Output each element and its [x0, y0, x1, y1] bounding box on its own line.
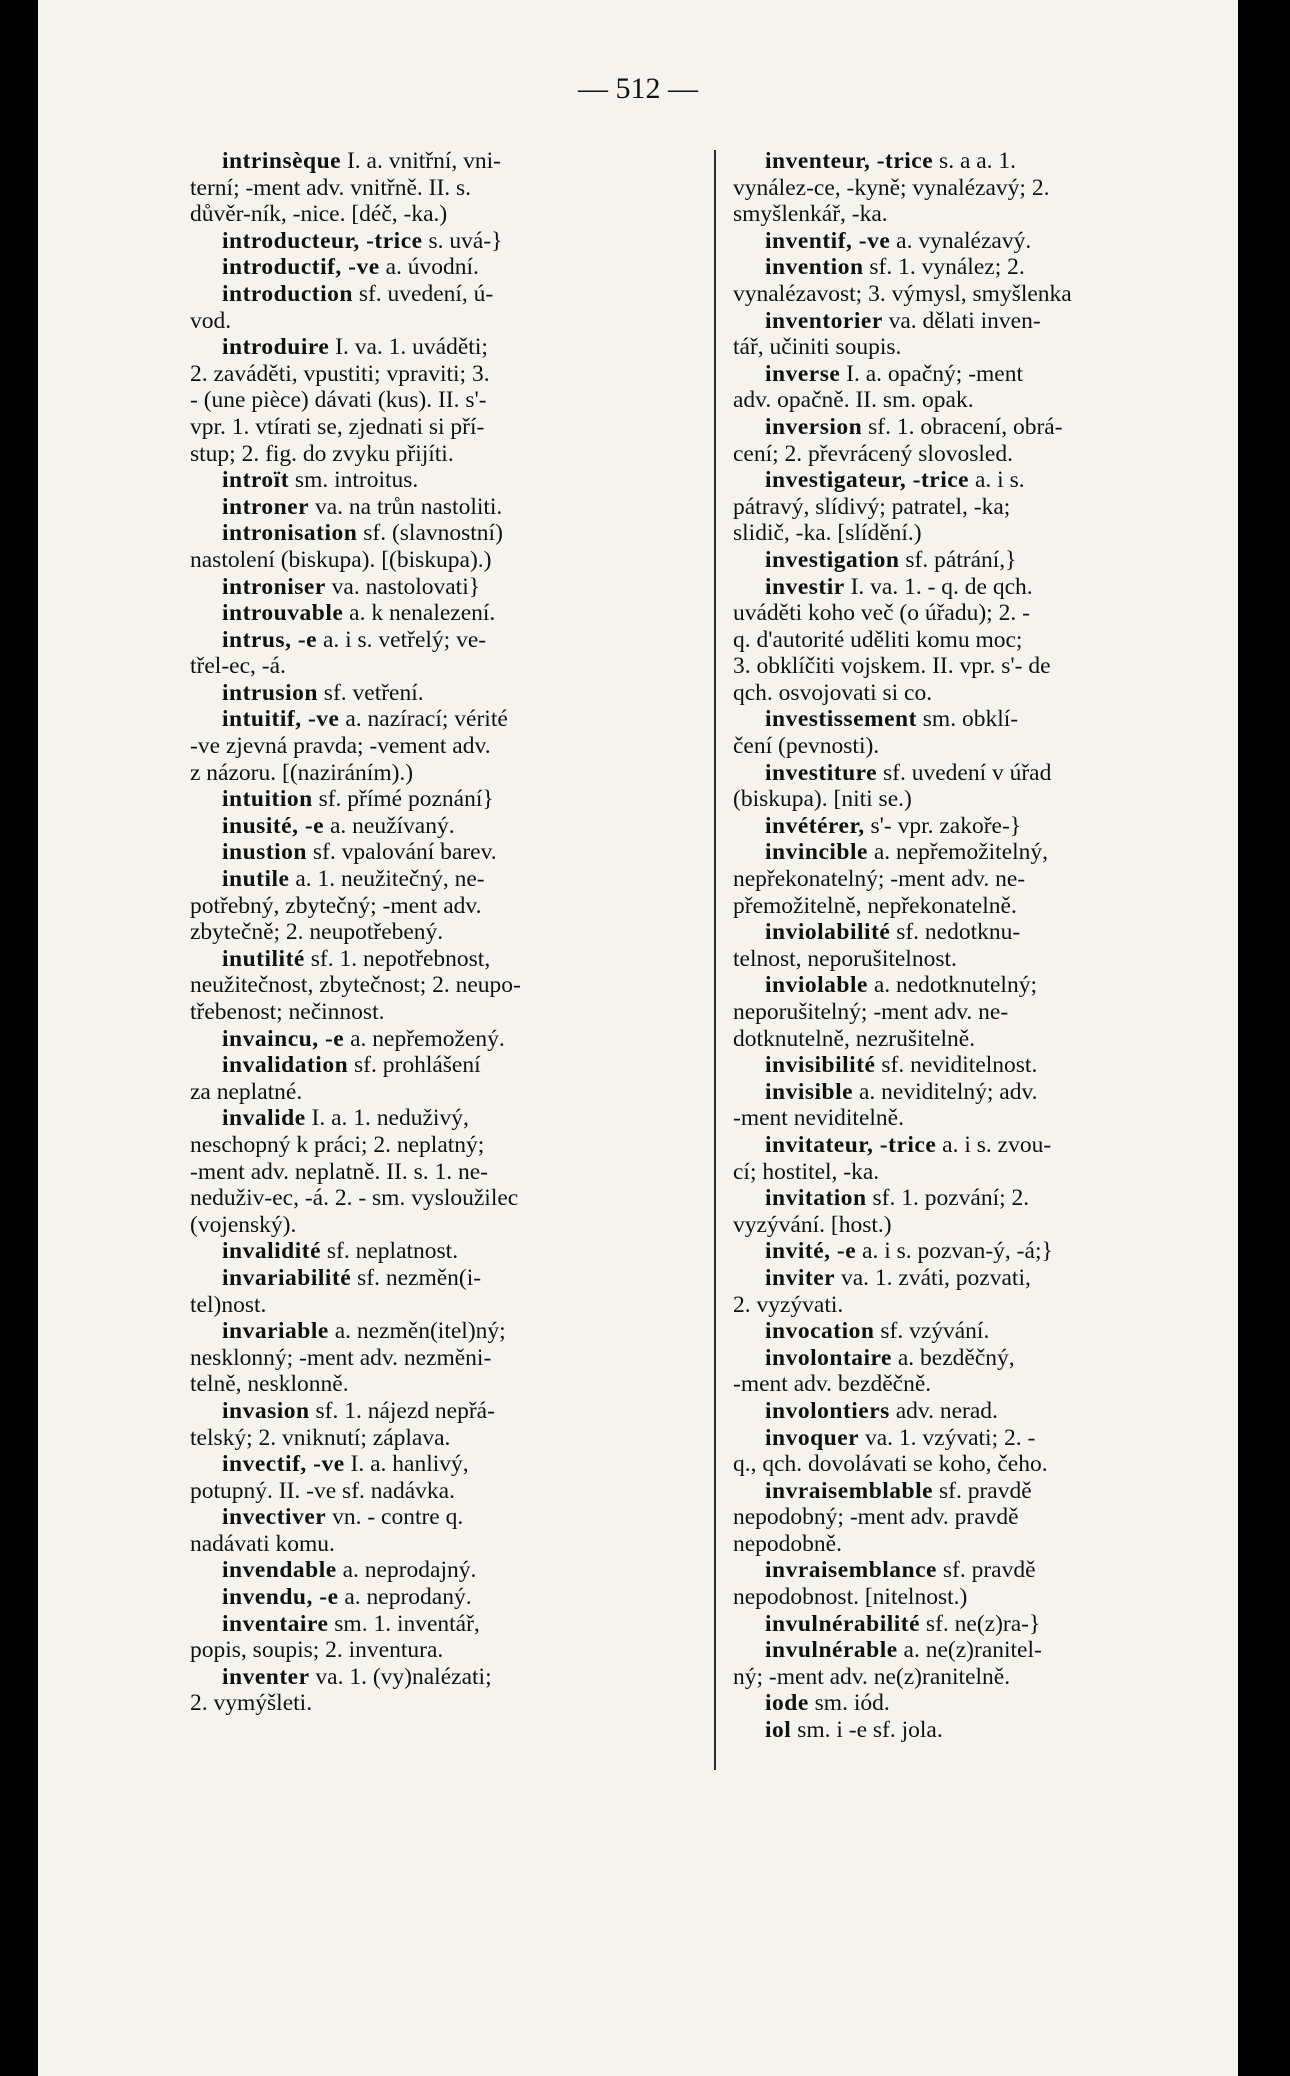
definition: a. ne(z)ranitel- — [897, 1637, 1042, 1664]
headword: inventeur, -trice — [765, 148, 934, 174]
entry-line-continuation: adv. opačně. II. sm. opak. — [733, 387, 974, 414]
entry-line-headword — [190, 946, 700, 973]
headword: invoquer — [765, 1424, 860, 1451]
entry-line-continuation: 2. zaváděti, vpustiti; vpraviti; 3. — [190, 360, 490, 387]
headword: invétérer, — [765, 812, 865, 839]
entry-line-headword — [190, 1265, 700, 1292]
entry-line-headword — [733, 1185, 1218, 1212]
entry-line-continuation: zbytečně; 2. neupotřebený. — [190, 919, 444, 946]
entry-line-headword — [190, 281, 700, 308]
headword: invincible — [765, 839, 868, 866]
entry-line-continuation: pátravý, slídivý; patratel, -ka; — [733, 493, 1011, 520]
definition: a. neprodaný. — [338, 1584, 472, 1611]
entry-line-headword — [733, 1345, 1218, 1372]
headword: introduire — [222, 334, 330, 361]
entry-line-continuation: přemožitelně, nepřekonatelně. — [733, 892, 1017, 919]
definition: a. nezměn(itel)ný; — [328, 1318, 506, 1345]
headword: investissement — [765, 706, 917, 733]
definition: a. bezděčný, — [892, 1344, 1015, 1371]
entry-line-headword — [733, 1611, 1218, 1638]
entry-line-continuation: tář, učiniti soupis. — [733, 334, 902, 361]
definition: sf. 1. obracení, obrá- — [862, 413, 1063, 440]
headword: intrus, -e — [222, 626, 318, 653]
definition: a. i s. pozvan-ý, -á;} — [856, 1238, 1053, 1265]
entry-line-headword — [733, 1717, 1218, 1744]
definition: a. nepřemožitelný, — [867, 839, 1049, 866]
entry-line-continuation: nepodobný; -ment adv. pravdě — [733, 1504, 1019, 1531]
definition: a. neprodajný. — [336, 1557, 477, 1584]
entry-line-continuation: (vojenský). — [190, 1211, 297, 1238]
headword: inviolable — [765, 972, 868, 999]
entry-line-continuation: vod. — [190, 307, 232, 334]
entry-line-headword — [190, 1557, 700, 1584]
definition: I. va. 1. - q. de qch. — [844, 573, 1033, 600]
entry-line-headword — [190, 1238, 700, 1265]
entry-line-continuation: vyzývání. [host.) — [733, 1211, 892, 1238]
entry-line-continuation: -ment adv. bezděčně. — [733, 1371, 932, 1398]
entry-line-continuation: ný; -ment adv. ne(z)ranitelně. — [733, 1663, 1011, 1690]
definition: sf. neplatnost. — [321, 1238, 459, 1265]
entry-line-headword — [190, 1451, 700, 1478]
entry-line-headword — [733, 1478, 1218, 1505]
entry-line-headword — [733, 254, 1218, 281]
entry-line-continuation: (biskupa). [niti se.) — [733, 786, 912, 813]
entry-line-continuation: q., qch. dovolávati se koho, čeho. — [733, 1451, 1048, 1478]
entry-line-continuation: cení; 2. převrácený slovosled. — [733, 440, 1013, 467]
entry-line-continuation: nastolení (biskupa). [(biskupa).) — [190, 546, 492, 573]
entry-line-headword — [733, 1238, 1218, 1265]
entry-line-headword — [190, 706, 700, 733]
entry-line-headword — [190, 520, 700, 547]
definition: va. 1. (vy)nalézati; — [309, 1663, 492, 1690]
entry-line-headword — [190, 467, 700, 494]
entry-line-headword — [190, 334, 700, 361]
headword: introner — [222, 493, 310, 520]
entry-line-continuation: nesklonný; -ment adv. nezměni- — [190, 1344, 492, 1371]
entry-line-headword — [733, 813, 1218, 840]
definition: sf. nezměn(i- — [351, 1264, 482, 1291]
entry-line-continuation: smyšlenkář, -ka. — [733, 201, 888, 228]
headword: invasion — [222, 1397, 310, 1424]
entry-line-headword — [190, 1318, 700, 1345]
definition: I. a. 1. neduživý, — [305, 1105, 469, 1132]
headword: invulnérabilité — [765, 1610, 921, 1637]
entry-line-continuation: tel)nost. — [190, 1291, 267, 1318]
headword: invisible — [765, 1078, 854, 1105]
entry-line-continuation: nepřekonatelný; -ment adv. ne- — [733, 866, 1026, 893]
entry-line-headword — [733, 919, 1218, 946]
entry-line-continuation: nepodobnost. [nitelnost.) — [733, 1584, 968, 1611]
entry-line-continuation: třel-ec, -á. — [190, 653, 286, 680]
entry-line-continuation: telnost, neporušitelnost. — [733, 945, 957, 972]
entry-line-headword — [190, 1504, 700, 1531]
entry-line-headword — [733, 148, 1218, 175]
headword: intrinsèque — [222, 148, 342, 174]
headword: investigation — [765, 546, 900, 573]
headword: inustion — [222, 839, 307, 866]
definition: va. 1. vzývati; 2. - — [859, 1424, 1036, 1451]
entry-line-headword — [190, 680, 700, 707]
entry-line-continuation: vpr. 1. vtírati se, zjednati si pří- — [190, 413, 485, 440]
entry-line-headword — [733, 1690, 1218, 1717]
headword: invariable — [222, 1318, 329, 1345]
left-column — [190, 148, 700, 1717]
headword: invalide — [222, 1105, 306, 1132]
entry-line-headword — [733, 1132, 1218, 1159]
entry-line-headword — [190, 600, 700, 627]
entry-line-headword — [733, 706, 1218, 733]
definition: sf. 1. pozvání; 2. — [866, 1185, 1030, 1212]
headword: intronisation — [222, 520, 358, 547]
entry-line-headword — [733, 574, 1218, 601]
entry-line-continuation: dotknutelně, nezrušitelně. — [733, 1025, 976, 1052]
entry-line-continuation: q. d'autorité uděliti komu moc; — [733, 626, 1023, 653]
entry-line-continuation: qch. osvojovati si co. — [733, 679, 933, 706]
headword: invisibilité — [765, 1052, 876, 1079]
entry-line-headword — [733, 1265, 1218, 1292]
headword: introductif, -ve — [222, 254, 380, 281]
definition: sm. iód. — [808, 1690, 890, 1717]
definition: a. nepřemožený. — [344, 1025, 505, 1052]
headword: inverse — [765, 360, 841, 387]
definition: a. nedotknutelný; — [867, 972, 1037, 999]
entry-line-headword — [733, 414, 1218, 441]
entry-line-continuation: důvěr-ník, -nice. [déč, -ka.) — [190, 201, 448, 228]
headword: inventorier — [765, 307, 883, 334]
definition: va. na trůn nastoliti. — [309, 493, 503, 520]
headword: introniser — [222, 573, 326, 600]
headword: intuition — [222, 786, 313, 813]
definition: a. neviditelný; adv. — [853, 1078, 1038, 1105]
entry-line-headword — [733, 1425, 1218, 1452]
definition: sf. pátrání,} — [899, 546, 1017, 573]
definition: sf. vetření. — [317, 679, 424, 706]
headword: invalidation — [222, 1052, 349, 1079]
headword: inventif, -ve — [765, 227, 891, 254]
headword: invariabilité — [222, 1264, 352, 1291]
definition: s. uvá-} — [422, 227, 503, 254]
entry-line-continuation: telně, nesklonně. — [190, 1371, 349, 1398]
entry-line-headword — [190, 494, 700, 521]
entry-line-continuation: neschopný k práci; 2. neplatný; — [190, 1131, 485, 1158]
definition: s'- vpr. zakoře-} — [864, 812, 1022, 839]
headword: inutilité — [222, 945, 305, 972]
entry-line-continuation: nadávati komu. — [190, 1530, 335, 1557]
headword: inventer — [222, 1663, 310, 1690]
definition: sf. 1. vynález; 2. — [863, 254, 1025, 281]
entry-line-headword — [190, 839, 700, 866]
entry-line-headword — [190, 866, 700, 893]
definition: sf. vpalování barev. — [307, 839, 497, 866]
headword: invraisemblance — [765, 1557, 937, 1584]
definition: sf. ne(z)ra-} — [920, 1610, 1041, 1637]
definition: a. nazírací; vérité — [339, 706, 508, 733]
entry-line-headword — [190, 1026, 700, 1053]
definition: adv. nerad. — [889, 1397, 998, 1424]
definition: I. va. 1. uváděti; — [329, 334, 488, 361]
definition: a. 1. neužitečný, ne- — [289, 866, 485, 893]
definition: sf. 1. nepotřebnost, — [304, 945, 491, 972]
entry-line-headword — [733, 1079, 1218, 1106]
definition: sm. 1. inventář, — [328, 1610, 480, 1637]
entry-line-headword — [190, 148, 700, 175]
definition: sf. uvedení, ú- — [352, 280, 494, 307]
entry-line-headword — [733, 1398, 1218, 1425]
definition: sf. 1. nájezd nepřá- — [309, 1397, 495, 1424]
entry-line-headword — [190, 1052, 700, 1079]
entry-line-continuation: neduživ-ec, -á. 2. - sm. vysloužilec — [190, 1185, 519, 1212]
definition: sm. introitus. — [289, 467, 419, 494]
entry-line-continuation: třebenost; nečinnost. — [190, 999, 385, 1025]
definition: I. a. vnitřní, vni- — [341, 148, 502, 174]
entry-line-continuation: -ve zjevná pravda; -vement adv. — [190, 733, 491, 760]
headword: invitateur, -trice — [765, 1131, 937, 1158]
entry-line-headword — [733, 1052, 1218, 1079]
entry-line-headword — [733, 467, 1218, 494]
entry-line-continuation: terní; -ment adv. vnitřně. II. s. — [190, 174, 472, 201]
definition: sf. pravdě — [933, 1477, 1032, 1504]
entry-line-headword — [190, 786, 700, 813]
headword: investigateur, -trice — [765, 467, 970, 494]
right-column — [733, 148, 1218, 1744]
entry-line-headword — [190, 813, 700, 840]
headword: inventaire — [222, 1610, 329, 1637]
entry-line-headword — [190, 228, 700, 255]
headword: invention — [765, 254, 864, 281]
headword: invitation — [765, 1185, 867, 1212]
entry-line-continuation: -ment neviditelně. — [733, 1105, 904, 1132]
headword: invocation — [765, 1318, 875, 1345]
entry-line-headword — [733, 361, 1218, 388]
headword: introducteur, -trice — [222, 227, 423, 254]
definition: sf. (slavnostní) — [357, 520, 503, 547]
definition: sf. vzývání. — [874, 1318, 990, 1345]
headword: intuitif, -ve — [222, 706, 340, 733]
headword: invendable — [222, 1557, 337, 1584]
entry-line-continuation: vynález-ce, -kyně; vynalézavý; 2. — [733, 174, 1050, 201]
entry-line-continuation: stup; 2. fig. do zvyku přijíti. — [190, 440, 454, 467]
entry-line-continuation: nepodobně. — [733, 1530, 842, 1557]
page-number: — 512 — — [578, 72, 698, 105]
definition: sf. uvedení v úřad — [877, 759, 1052, 786]
headword: invectif, -ve — [222, 1451, 345, 1478]
headword: iol — [765, 1717, 792, 1744]
entry-line-continuation: 3. obklíčiti vojskem. II. vpr. s'- de — [733, 653, 1051, 680]
definition: sf. nedotknu- — [890, 919, 1021, 946]
headword: introuvable — [222, 600, 344, 627]
entry-line-continuation: potřebný, zbytečný; -ment adv. — [190, 892, 482, 919]
definition: a. i s. — [969, 467, 1025, 494]
entry-line-continuation: popis, soupis; 2. inventura. — [190, 1637, 444, 1664]
definition: sf. přímé poznání} — [312, 786, 494, 813]
headword: iode — [765, 1690, 809, 1717]
entry-line-headword — [190, 1398, 700, 1425]
headword: inversion — [765, 413, 863, 440]
entry-line-headword — [190, 1105, 700, 1132]
entry-line-continuation: vynalézavost; 3. výmysl, smyšlenka — [733, 280, 1072, 307]
headword: involontiers — [765, 1397, 890, 1424]
entry-line-headword — [190, 1584, 700, 1611]
definition: sm. i -e sf. jola. — [791, 1717, 943, 1744]
entry-line-headword — [733, 308, 1218, 335]
definition: a. vynalézavý. — [890, 227, 1032, 254]
definition: sm. obklí- — [916, 706, 1019, 733]
definition: sf. neviditelnost. — [875, 1052, 1038, 1079]
definition: I. a. hanlivý, — [344, 1451, 469, 1478]
headword: invalidité — [222, 1238, 322, 1265]
definition: a. neužívaný. — [324, 812, 455, 839]
headword: inutile — [222, 866, 290, 893]
headword: invectiver — [222, 1504, 327, 1531]
entry-line-continuation: uváděti koho več (o úřadu); 2. - — [733, 600, 1030, 627]
headword: invendu, -e — [222, 1584, 339, 1611]
definition: sf. pravdě — [937, 1557, 1036, 1584]
entry-line-headword — [733, 547, 1218, 574]
entry-line-headword — [733, 1637, 1218, 1664]
definition: va. 1. zváti, pozvati, — [835, 1264, 1031, 1291]
definition: a. i s. zvou- — [936, 1131, 1052, 1158]
entry-line-continuation: 2. vyzývati. — [733, 1291, 844, 1318]
entry-line-headword — [190, 254, 700, 281]
entry-line-headword — [733, 1318, 1218, 1345]
headword: inusité, -e — [222, 812, 325, 839]
entry-line-headword — [190, 1611, 700, 1638]
headword: investiture — [765, 759, 878, 786]
entry-line-headword — [190, 627, 700, 654]
headword: invaincu, -e — [222, 1025, 345, 1052]
entry-line-headword — [733, 839, 1218, 866]
headword: inviter — [765, 1264, 836, 1291]
definition: s. a a. 1. — [933, 148, 1017, 174]
definition: a. úvodní. — [379, 254, 479, 281]
entry-line-continuation: za neplatné. — [190, 1078, 303, 1105]
definition: a. i s. vetřelý; ve- — [317, 626, 487, 653]
definition: a. k nenalezení. — [343, 600, 496, 627]
definition: va. dělati inven- — [882, 307, 1041, 334]
headword: intrusion — [222, 679, 318, 706]
entry-line-headword — [190, 1664, 700, 1691]
headword: introït — [222, 467, 290, 494]
column-divider — [714, 150, 716, 1770]
headword: introduction — [222, 280, 353, 307]
entry-line-continuation: cí; hostitel, -ka. — [733, 1158, 880, 1185]
entry-line-headword — [733, 760, 1218, 787]
entry-line-continuation: slidič, -ka. [slídění.) — [733, 520, 922, 547]
entry-line-headword — [733, 228, 1218, 255]
headword: investir — [765, 573, 845, 600]
entry-line-continuation: čení (pevnosti). — [733, 733, 880, 760]
entry-line-continuation: neužitečnost, zbytečnost; 2. neupo- — [190, 972, 521, 999]
entry-line-continuation: telský; 2. vniknutí; záplava. — [190, 1424, 451, 1451]
definition: sf. prohlášení — [348, 1052, 481, 1079]
entry-line-headword — [733, 1557, 1218, 1584]
entry-line-headword — [733, 972, 1218, 999]
entry-line-continuation: potupný. II. -ve sf. nadávka. — [190, 1477, 455, 1504]
headword: inviolabilité — [765, 919, 891, 946]
headword: invité, -e — [765, 1238, 857, 1265]
entry-line-continuation: z názoru. [(naziráním).) — [190, 759, 414, 786]
dictionary-page — [38, 0, 1238, 2076]
definition: va. nastolovati} — [325, 573, 481, 600]
entry-line-continuation: -ment adv. neplatně. II. s. 1. ne- — [190, 1158, 488, 1185]
entry-line-headword — [190, 574, 700, 601]
headword: invraisemblable — [765, 1477, 934, 1504]
entry-line-continuation: - (une pièce) dávati (kus). II. s'- — [190, 387, 487, 414]
definition: I. a. opačný; -ment — [840, 360, 1024, 387]
entry-line-continuation: 2. vymýšleti. — [190, 1690, 313, 1717]
entry-line-continuation: neporušitelný; -ment adv. ne- — [733, 999, 1009, 1025]
headword: involontaire — [765, 1344, 892, 1371]
definition: vn. - contre q. — [326, 1504, 464, 1531]
headword: invulnérable — [765, 1637, 898, 1664]
